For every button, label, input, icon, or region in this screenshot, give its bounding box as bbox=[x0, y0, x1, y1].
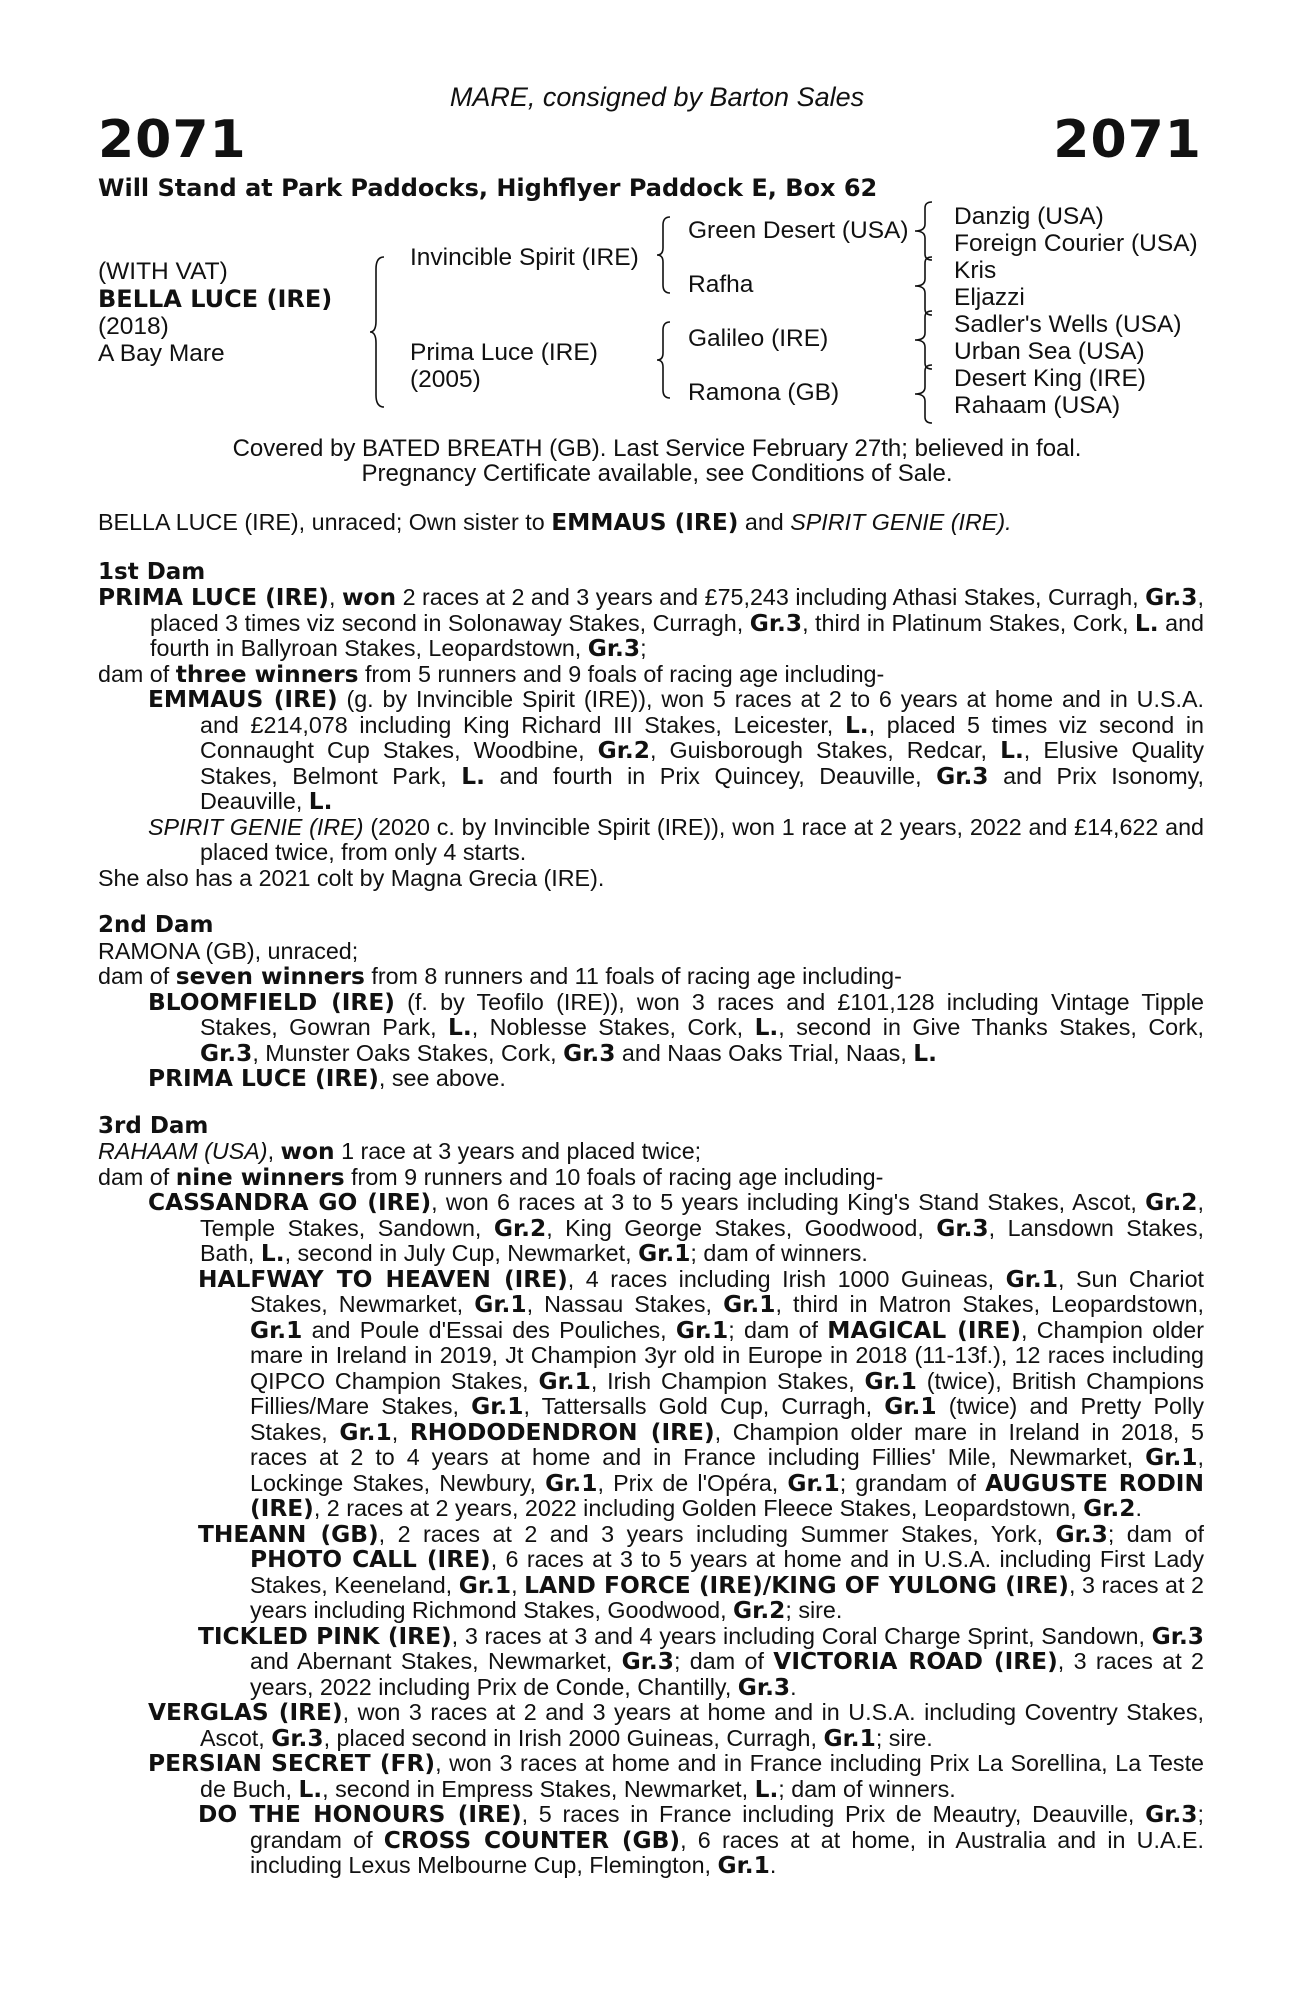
vat-label: (WITH VAT) bbox=[98, 258, 228, 285]
produce-halfway-to-heaven: HALFWAY TO HEAVEN (IRE), 4 races including Irish 1000 Guineas, Gr.1, Sun Chariot Stakes, Newmarket, Gr.1, Nassau Stakes, Gr.1, third in Matron Stakes, Leopardstown, Gr.1 and Poule d'Essai des Pouliches, Gr.1; dam of MAGICAL (IRE), Champion older mare in Ireland in 2019, Jt Champion 3yr old in Europe in 2018 (11-13f.), 12 races including QIPCO Champion Stakes, Gr.1, Irish Champion Stakes, Gr.1 (twice), British Champions Fillies/Mare Stakes, Gr.1, Tattersalls Gold Cup, Curragh, Gr.1 (twice) and Pretty Polly Stakes, Gr.1, RHODODENDRON (IRE), Champion older mare in Ireland in 2018, 5 races at 2 to 4 years at home and in France including Fillies' Mile, Newmarket, Gr.1, Lockinge Stakes, Newbury, Gr.1, Prix de l'Opéra, Gr.1; grandam of AUGUSTE RODIN (IRE), 2 races at 2 years, 2022 including Golden Fleece Stakes, Leopardstown, Gr.2. bbox=[198, 1265, 1204, 1522]
grand-ancestor-5: Sadler's Wells (USA) bbox=[954, 311, 1182, 338]
horse-name: BELLA LUCE (IRE) bbox=[98, 285, 333, 313]
produce-verglas: VERGLAS (IRE), won 3 races at 2 and 3 years at home and in U.S.A. including Coventry Stakes, Ascot, Gr.3, placed second in Irish 2000 Guineas, Curragh, Gr.1; sire. bbox=[148, 1699, 1204, 1752]
grand-ancestor-8: Rahaam (USA) bbox=[954, 392, 1121, 419]
pregnancy-line: Pregnancy Certificate available, see Conditions of Sale. bbox=[361, 460, 953, 487]
grand-ancestor-1: Danzig (USA) bbox=[954, 203, 1104, 230]
third-dam-heading: 3rd Dam bbox=[98, 1112, 209, 1139]
stand-info: Will Stand at Park Paddocks, Highflyer Paddock E, Box 62 bbox=[98, 174, 878, 202]
pedigree-brace-dam bbox=[655, 320, 675, 400]
first-dam-heading: 1st Dam bbox=[98, 558, 206, 585]
grand-ancestor-7: Desert King (IRE) bbox=[954, 365, 1146, 392]
dam-sire: Galileo (IRE) bbox=[688, 325, 829, 352]
horse-year: (2018) bbox=[98, 313, 169, 340]
produce-cassandra-go: CASSANDRA GO (IRE), won 6 races at 3 to 5 years including King's Stand Stakes, Ascot, Gr.2, Temple Stakes, Sandown, Gr.2, King George Stakes, Goodwood, Gr.3, Lansdown Stakes, Bath, L., second in July Cup, Newmarket, Gr.1; dam of winners. bbox=[148, 1189, 1205, 1267]
first-dam-record: PRIMA LUCE (IRE), won 2 races at 2 and 3 years and £75,243 including Athasi Stakes, Curragh, Gr.3, placed 3 times viz second in Solonaway Stakes, Curragh, Gr.3, third in Platinum Stakes, Cork, L. and fourth in Ballyroan Stakes, Leopardstown, Gr.3; bbox=[98, 584, 1204, 662]
dam-name: Prima Luce (IRE) bbox=[410, 339, 598, 366]
pedigree-brace-g2 bbox=[912, 255, 938, 317]
produce-persian-secret: PERSIAN SECRET (FR), won 3 races at home and in France including Prix La Sorellina, La Teste de Buch, L., second in Empress Stakes, Newmarket, L.; dam of winners. bbox=[148, 1750, 1205, 1803]
lot-number-left: 2071 bbox=[98, 110, 247, 170]
lot-number-right: 2071 bbox=[1053, 110, 1202, 170]
second-dam-record: RAMONA (GB), unraced; bbox=[98, 937, 359, 964]
produce-bloomfield: BLOOMFIELD (IRE) (f. by Teofilo (IRE)), won 3 races and £101,128 including Vintage Tipple Stakes, Gowran Park, L., Noblesse Stakes, Cork, L., second in Give Thanks Stakes, Cork, Gr.3, Munster Oaks Stakes, Cork, Gr.3 and Naas Oaks Trial, Naas, L. bbox=[148, 988, 1205, 1067]
dam-dam: Ramona (GB) bbox=[688, 379, 840, 406]
third-dam-produce-summary: dam of nine winners from 9 runners and 10 foals of racing age including- bbox=[98, 1163, 884, 1191]
second-dam-produce-summary: dam of seven winners from 8 runners and 11 foals of racing age including- bbox=[98, 963, 902, 990]
horse-description: A Bay Mare bbox=[98, 340, 225, 367]
grand-ancestor-4: Eljazzi bbox=[954, 284, 1025, 311]
grand-ancestor-3: Kris bbox=[954, 257, 997, 284]
grand-ancestor-6: Urban Sea (USA) bbox=[954, 338, 1145, 365]
produce-emmaus: EMMAUS (IRE) (g. by Invincible Spirit (IRE)), won 5 races at 2 to 6 years at home and in U.S.A. and £214,078 including King Richard III Stakes, Leicester, L., placed 5 times viz second in Connaught Cup Stakes, Woodbine, Gr.2, Guisborough Stakes, Redcar, L., Elusive Quality Stakes, Belmont Park, L. and fourth in Prix Quincey, Deauville, Gr.3 and Prix Isonomy, Deauville, L. bbox=[148, 686, 1205, 815]
first-dam-produce-summary: dam of three winners from 5 runners and 9 foals of racing age including- bbox=[98, 660, 885, 688]
covered-line: Covered by BATED BREATH (GB). Last Service February 27th; believed in foal. bbox=[232, 435, 1082, 462]
grand-ancestor-2: Foreign Courier (USA) bbox=[954, 230, 1198, 257]
first-dam-colt-note: She also has a 2021 colt by Magna Grecia (IRE). bbox=[98, 864, 605, 891]
second-dam-heading: 2nd Dam bbox=[98, 912, 214, 938]
produce-prima-luce: PRIMA LUCE (IRE), see above. bbox=[148, 1065, 506, 1092]
sire-name: Invincible Spirit (IRE) bbox=[410, 244, 639, 271]
pedigree-brace-sire bbox=[655, 215, 675, 295]
pedigree-brace-g1 bbox=[912, 200, 938, 262]
produce-theann: THEANN (GB), 2 races at 2 and 3 years including Summer Stakes, York, Gr.3; dam of PHOTO CALL (IRE), 6 races at 3 to 5 years at home and in U.S.A. including First Lady Stakes, Keeneland, Gr.1, LAND FORCE (IRE)/KING OF YULONG (IRE), 3 races at 2 years including Richmond Stakes, Goodwood, Gr.2; sire. bbox=[198, 1520, 1204, 1624]
pedigree-brace-g4 bbox=[912, 363, 938, 425]
third-dam-record: RAHAAM (USA), won 1 race at 3 years and placed twice; bbox=[98, 1138, 702, 1165]
pedigree-brace-g3 bbox=[912, 309, 938, 371]
produce-spirit-genie: SPIRIT GENIE (IRE) (2020 c. by Invincible Spirit (IRE)), won 1 race at 2 years, 2022 and £14,622 and placed twice, from only 4 starts. bbox=[148, 813, 1205, 865]
dam-year: (2005) bbox=[410, 366, 481, 393]
sire-dam: Rafha bbox=[688, 271, 754, 298]
produce-do-the-honours: DO THE HONOURS (IRE), 5 races in France including Prix de Meautry, Deauville, Gr.3; grandam of CROSS COUNTER (GB), 6 races at at home, in Australia and in U.A.E. including Lexus Melbourne Cup, Flemington, Gr.1. bbox=[198, 1801, 1204, 1879]
produce-tickled-pink: TICKLED PINK (IRE), 3 races at 3 and 4 years including Coral Charge Sprint, Sandown, Gr.3 and Abernant Stakes, Newmarket, Gr.3; dam of VICTORIA ROAD (IRE), 3 races at 2 years, 2022 including Prix de Conde, Chantilly, Gr.3. bbox=[198, 1622, 1205, 1701]
pedigree-notes bbox=[98, 510, 1204, 1879]
intro-paragraph: BELLA LUCE (IRE), unraced; Own sister to EMMAUS (IRE) and SPIRIT GENIE (IRE). bbox=[98, 509, 1012, 536]
consignor-line: MARE, consigned by Barton Sales bbox=[449, 82, 865, 112]
sire-sire: Green Desert (USA) bbox=[688, 217, 909, 244]
pedigree-brace-main bbox=[368, 255, 390, 410]
